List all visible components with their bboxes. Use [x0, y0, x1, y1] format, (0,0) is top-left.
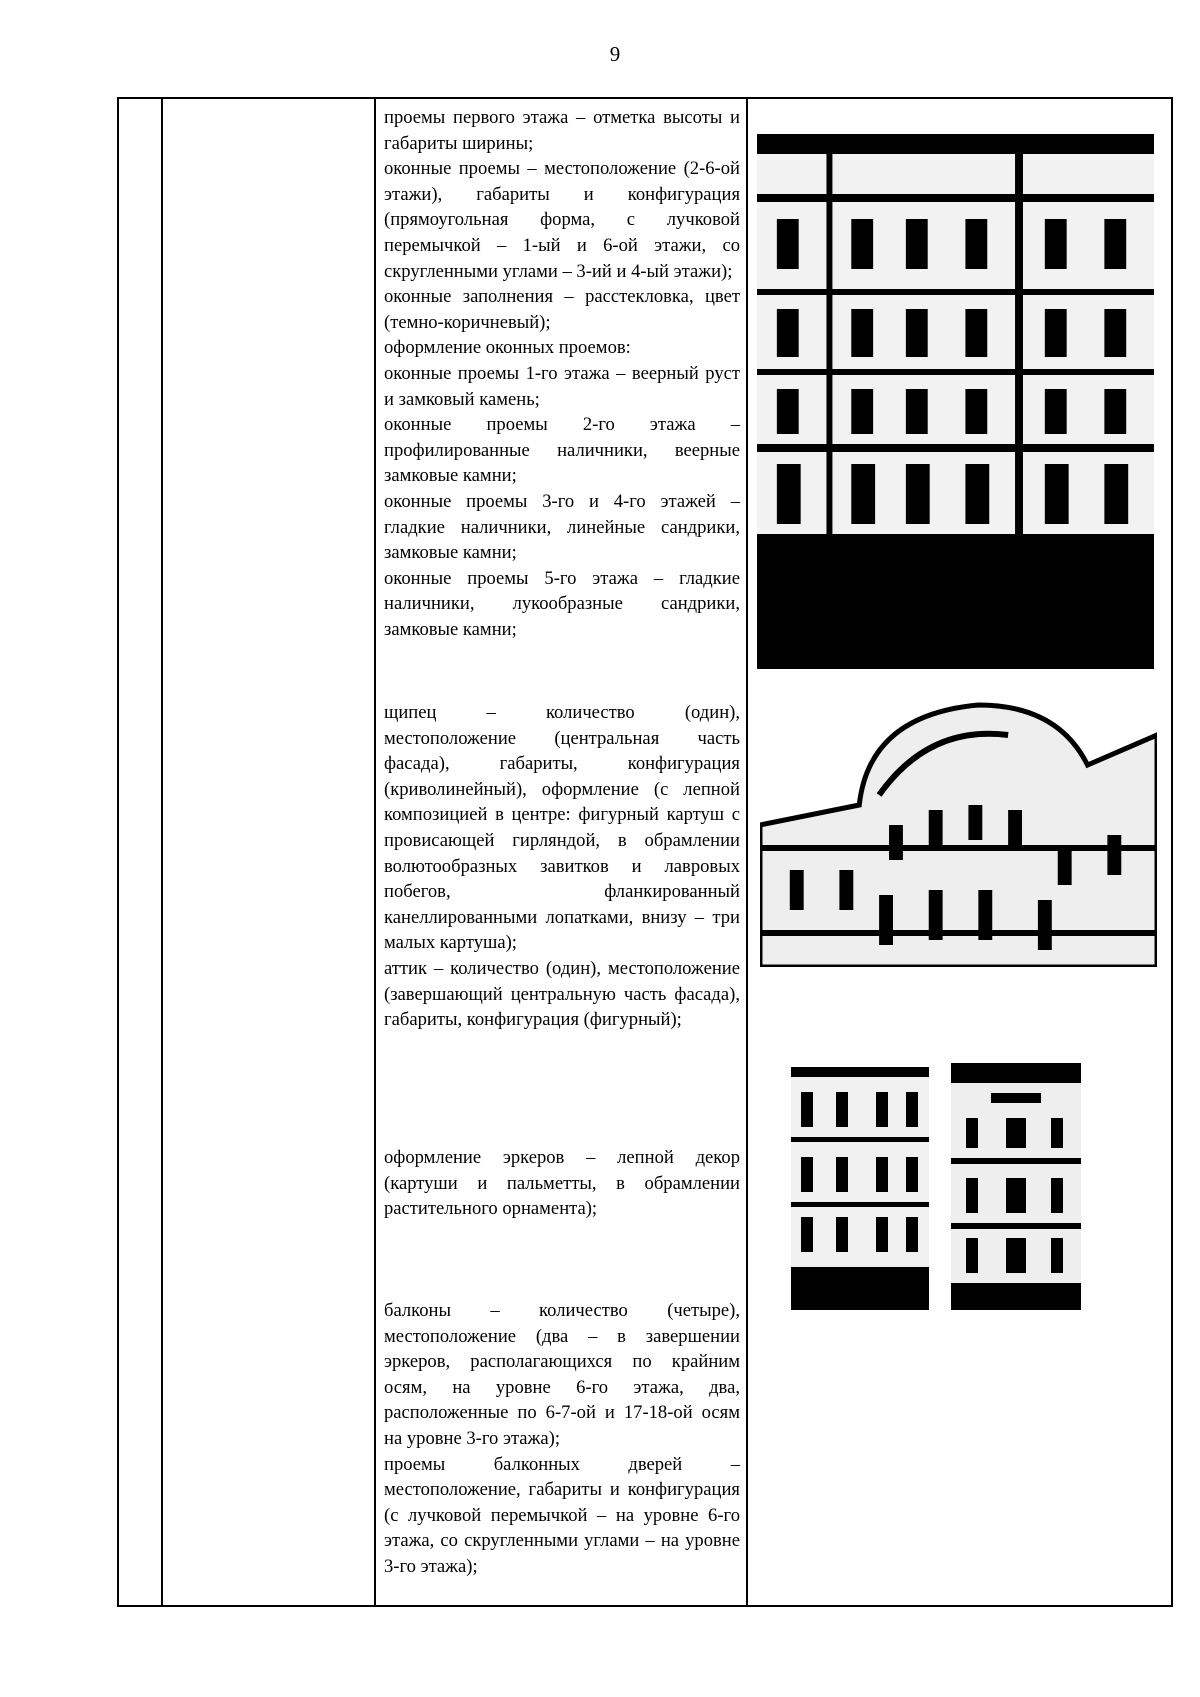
column-divider [374, 99, 376, 1605]
text-paragraph: оформление эркеров – лепной декор (картуши и пальметты, в обрамлении растительного орнамента); [384, 1147, 740, 1220]
balconies-block [384, 1298, 740, 1580]
text-paragraph: оконные проемы 2-го этажа – профилированные наличники, веерные замковые камни; [384, 414, 740, 487]
page-number: 9 [609, 42, 621, 66]
text-paragraph: оформление оконных проемов: [384, 337, 631, 359]
text-paragraph: щипец – количество (один), местоположение (центральная часть фасада), габариты, конфигурация (криволинейный), оформление (с лепной композицией в центре: фигурный картуш с провисающей гирляндой, в обрамлении волютообразных завитков и лавровых побегов, фланкированный канеллированными лопатками, внизу – три малых картуша); [384, 702, 740, 954]
bay-window-photo-right [951, 1063, 1081, 1310]
windows-block [384, 105, 740, 642]
column-divider [746, 99, 748, 1605]
facade-photo [757, 134, 1154, 669]
gable-photo [760, 695, 1157, 967]
text-paragraph: оконные заполнения – расстекловка, цвет (темно-коричневый); [384, 286, 740, 333]
text-paragraph: аттик – количество (один), местоположение (завершающий центральную часть фасада), габариты, конфигурация (фигурный); [384, 957, 740, 1031]
text-paragraph: оконные проемы – местоположение (2-6-ой этажи), габариты и конфигурация (прямоугольная форма, с лучковой перемычкой – 1-ый и 6-ой этажи, со скругленными углами – 3-ий и 4-ый этажи); [384, 158, 740, 282]
heritage-table [117, 97, 1173, 1607]
bay-window-block [384, 1145, 740, 1222]
gable-attic-block [384, 700, 740, 1033]
text-paragraph: оконные проемы 3-го и 4-го этажей – гладкие наличники, линейные сандрики, замковые камни; [384, 490, 740, 564]
text-paragraph: балконы – количество (четыре), местоположение (два – в завершении эркеров, располагающихся по крайним осям, на уровне 6-го этажа, два, расположенные по 6-7-ой и 17-18-ой осям на уровне 3-го этажа); [384, 1300, 740, 1449]
text-paragraph: проемы балконных дверей – местоположение, габариты и конфигурация (с лучковой перемычкой – на уровне 6-го этажа, со скругленными углами – на уровне 3-го этажа); [384, 1453, 740, 1577]
column-divider [161, 99, 163, 1605]
text-paragraph: проемы первого этажа – отметка высоты и габариты ширины; [384, 107, 740, 154]
bay-window-photo-left [791, 1067, 929, 1310]
text-paragraph: оконные проемы 5-го этажа – гладкие наличники, лукообразные сандрики, замковые камни; [384, 567, 740, 640]
text-paragraph: оконные проемы 1-го этажа – веерный руст и замковый камень; [384, 362, 740, 410]
